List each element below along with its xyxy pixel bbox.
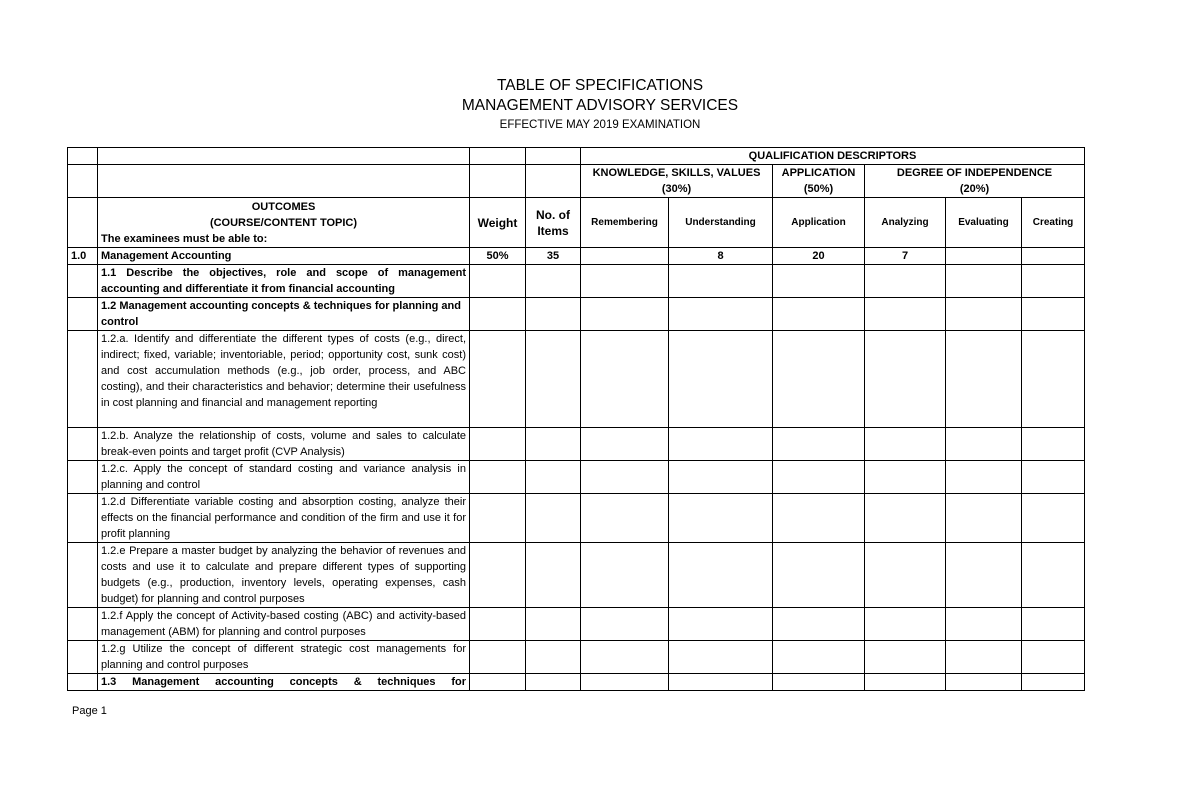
creating-header: Creating — [1022, 198, 1085, 248]
header-row-1 — [68, 148, 1085, 165]
title-block — [0, 76, 1200, 134]
row-topic: 1.2.e Prepare a master budget by analyzing the behavior of revenues and costs and use it to calculate and prepare different types of supporting budgets (e.g., production, inventory levels, operating expenses, cash budget) for planning and control purposes — [98, 543, 470, 608]
document-title: TABLE OF SPECIFICATIONS — [496, 77, 704, 94]
effectivity-line: EFFECTIVE MAY 2019 EXAMINATION — [499, 119, 701, 131]
items-header: No. of Items — [526, 198, 581, 248]
qualification-descriptors-header: QUALIFICATION DESCRIPTORS — [581, 148, 1085, 165]
table-row — [68, 298, 1085, 331]
header-row-3 — [68, 198, 1085, 248]
row-topic: 1.2.f Apply the concept of Activity-based costing (ABC) and activity-based management (ABM) for planning and control purposes — [98, 608, 470, 641]
table-row — [68, 461, 1085, 494]
table-row — [68, 608, 1085, 641]
row-analyzing: 7 — [865, 248, 946, 265]
table-row — [68, 428, 1085, 461]
row-topic: 1.2 Management accounting concepts & techniques for planning and control — [98, 298, 470, 331]
ksv-header: KNOWLEDGE, SKILLS, VALUES (30%) — [581, 165, 773, 198]
table-row — [68, 674, 1085, 691]
row-number: 1.0 — [68, 248, 98, 265]
table-row — [68, 543, 1085, 608]
table-row — [68, 641, 1085, 674]
document-subtitle: MANAGEMENT ADVISORY SERVICES — [461, 97, 739, 114]
remembering-header: Remembering — [581, 198, 669, 248]
row-topic: 1.2.b. Analyze the relationship of costs, volume and sales to calculate break-even points and target profit (CVP Analysis) — [98, 428, 470, 461]
table-row — [68, 494, 1085, 543]
doi-header: DEGREE OF INDEPENDENCE (20%) — [865, 165, 1085, 198]
row-topic: 1.2.d Differentiate variable costing and absorption costing, analyze their effects on the financial performance and condition of the firm and use it for profit planning — [98, 494, 470, 543]
row-understanding: 8 — [669, 248, 773, 265]
specifications-table — [67, 147, 1085, 691]
table-row — [68, 248, 1085, 265]
analyzing-header: Analyzing — [865, 198, 946, 248]
row-application: 20 — [773, 248, 865, 265]
outcomes-header: OUTCOMES (COURSE/CONTENT TOPIC) The examinees must be able to: — [98, 198, 470, 248]
row-topic: 1.1 Describe the objectives, role and scope of management accounting and differentiate it from financial accounting — [98, 265, 470, 298]
header-row-2 — [68, 165, 1085, 198]
row-topic: 1.3 Management accounting concepts & techniques for — [98, 674, 470, 691]
weight-header: Weight — [470, 198, 526, 248]
table-row — [68, 331, 1085, 428]
page-number: Page 1 — [72, 705, 107, 717]
application-sub-header: Application — [773, 198, 865, 248]
table-row — [68, 265, 1085, 298]
row-items: 35 — [526, 248, 581, 265]
understanding-header: Understanding — [669, 198, 773, 248]
row-topic: 1.2.c. Apply the concept of standard costing and variance analysis in planning and control — [98, 461, 470, 494]
row-topic: 1.2.g Utilize the concept of different strategic cost managements for planning and control purposes — [98, 641, 470, 674]
application-header: APPLICATION (50%) — [773, 165, 865, 198]
row-topic: 1.2.a. Identify and differentiate the different types of costs (e.g., direct, indirect; fixed, variable; inventoriable, period; opportunity cost, sunk cost) and cost accumulation methods (e.g., job order, process, and ABC costing), and their characteristics and behavior; determine their usefulness in cost planning and financial and management reporting — [98, 331, 470, 428]
row-weight: 50% — [470, 248, 526, 265]
row-topic: Management Accounting — [98, 248, 470, 265]
evaluating-header: Evaluating — [946, 198, 1022, 248]
